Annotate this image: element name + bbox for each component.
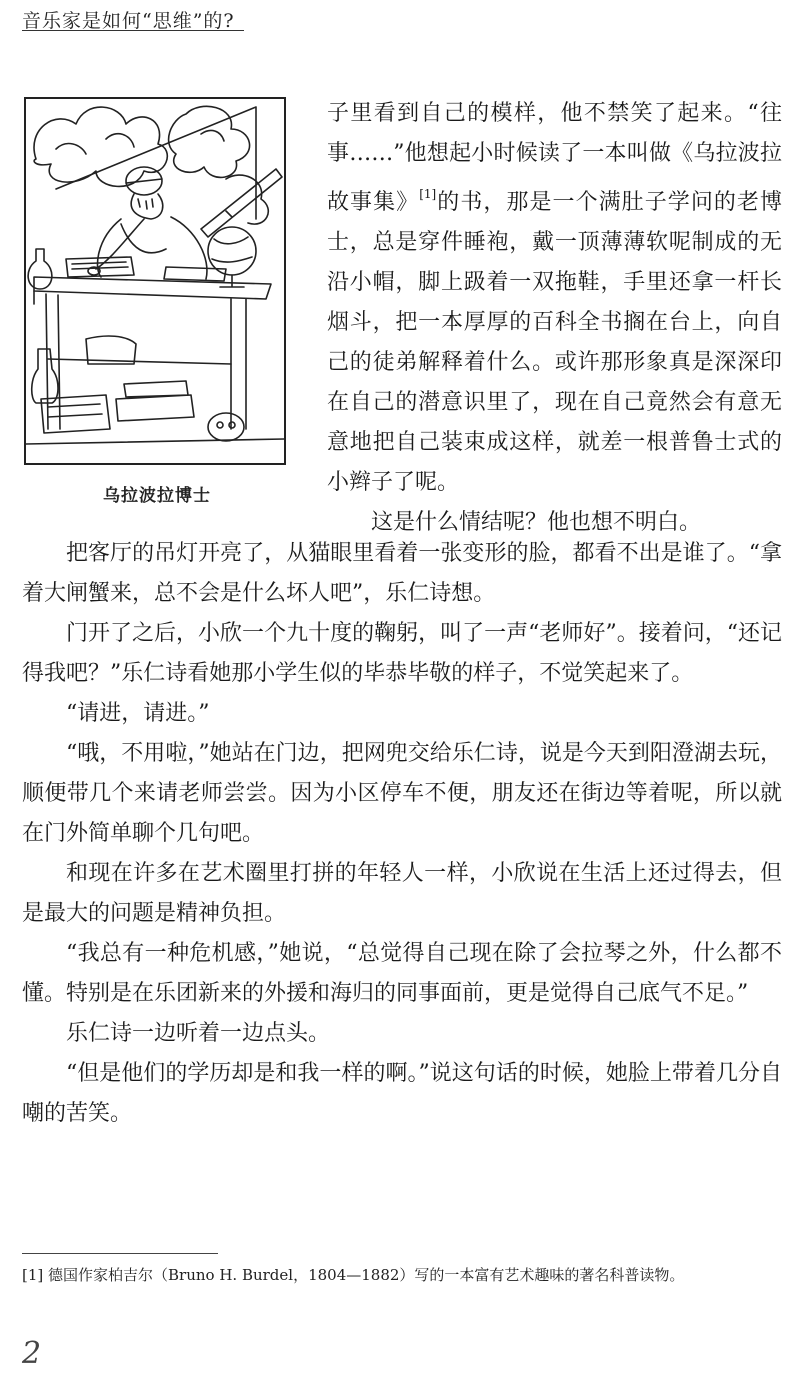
illustration-frame [24,97,286,465]
footnote-marker: [1] [419,187,437,201]
header-rule [22,30,244,31]
footnote-rule [22,1253,218,1254]
figure-caption: 乌拉波拉博士 [103,486,211,506]
page-number: 2 [22,1336,42,1371]
paragraph: “但是他们的学历却是和我一样的啊。”说这句话的时候，她脸上带着几分自嘲的苦笑。 [22,1061,782,1126]
wrap-paragraph-2: 这是什么情结呢？他也想不明白。 [371,510,702,535]
paragraph: 把客厅的吊灯开亮了，从猫眼里看着一张变形的脸，都看不出是谁了。“拿着大闸蟹来，总不会是什么坏人吧”，乐仁诗想。 [22,541,782,606]
doctor-illustration [26,99,284,463]
running-head: 音乐家是如何“思维”的? [22,10,235,32]
paragraph: “哦，不用啦，”她站在门边，把网兜交给乐仁诗，说是今天到阳澄湖去玩，顺便带几个来请老师尝尝。因为小区停车不便，朋友还在街边等着呢，所以就在门外简单聊个几句吧。 [22,741,782,846]
paragraph: 乐仁诗一边听着一边点头。 [66,1021,331,1046]
paragraph: 门开了之后，小欣一个九十度的鞠躬，叫了一声“老师好”。接着问，“还记得我吧？”乐仁诗看她那小学生似的毕恭毕敬的样子，不觉笑起来了。 [22,621,782,686]
main-body-text [22,534,782,1134]
footnote: [1] 德国作家柏吉尔（Bruno H. Burdel，1804—1882）写的一本富有艺术趣味的著名科普读物。 [22,1266,685,1284]
wrap-paragraph-1-text: 子里看到自己的模样，他不禁笑了起来。“往事……”他想起小时候读了一本叫做《乌拉波拉故事集》 [327,101,782,215]
wrap-text-column [327,94,782,543]
wrap-paragraph-1 [327,94,782,503]
paragraph: “我总有一种危机感，”她说，“总觉得自己现在除了会拉琴之外，什么都不懂。特别是在乐团新来的外援和海归的同事面前，更是觉得自己底气不足。” [22,941,782,1006]
paragraph: 和现在许多在艺术圈里打拼的年轻人一样，小欣说在生活上还过得去，但是最大的问题是精神负担。 [22,861,782,926]
illustration-figure [24,97,290,506]
wrap-paragraph-1-cont: 的书，那是一个满肚子学问的老博士，总是穿件睡袍，戴一顶薄薄软呢制成的无沿小帽，脚上趿着一双拖鞋，手里还拿一杆长烟斗，把一本厚厚的百科全书搁在台上，向自己的徒弟解释着什么。或许那形象真是深深印在自己的潜意识里了，现在自己竟然会有意无意地把自己装束成这样，就差一根普鲁士式的小辫子了呢。 [327,190,782,495]
paragraph: “请进，请进。” [66,701,210,726]
